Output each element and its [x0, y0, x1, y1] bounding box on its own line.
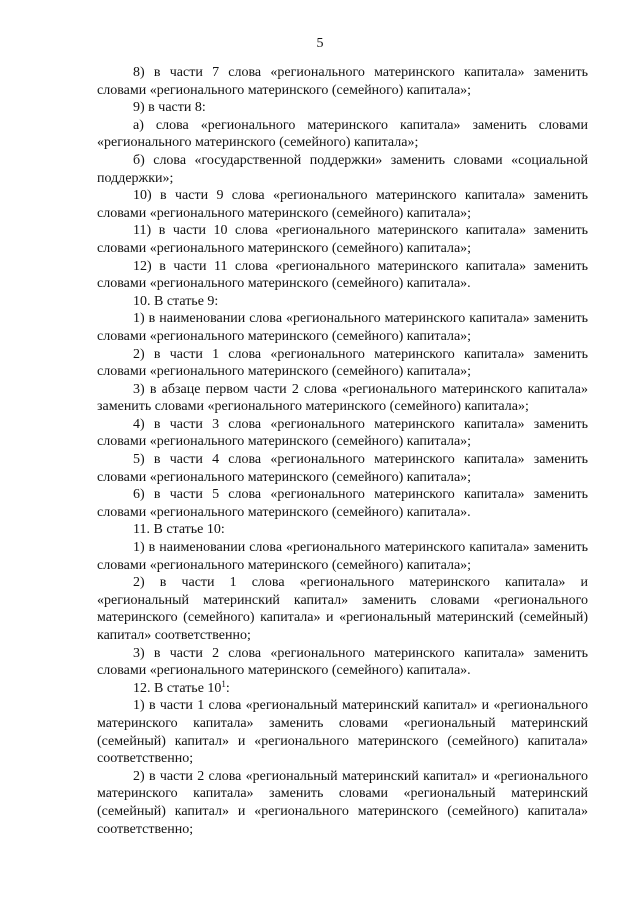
- paragraph: 3) в части 2 слова «регионального материнского капитала» заменить словами «регионального материнского (семейного) капитала».: [97, 645, 588, 679]
- section-heading-tail: :: [225, 680, 230, 696]
- paragraph: 1) в наименовании слова «регионального материнского капитала» заменить словами «регионального материнского (семейного) капитала»;: [97, 540, 588, 573]
- paragraph: 12) в части 11 слова «регионального материнского капитала» заменить словами «регионального материнского (семейного) капитала».: [97, 258, 588, 292]
- paragraph: 1) в наименовании слова «регионального материнского капитала» заменить словами «регионального материнского (семейного) капитала»;: [97, 311, 588, 344]
- paragraph: 2) в части 2 слова «региональный материнский капитал» и «регионального материнского капитала» заменить словами «региональный материнский (семейный) капитал» и «регионального материнского (семейного) капитала» соответственно;: [97, 768, 588, 837]
- paragraph: 3) в абзаце первом части 2 слова «регионального материнского капитала» заменить словами «регионального материнского (семейного) капитала»;: [97, 381, 588, 415]
- paragraph: 8) в части 7 слова «регионального материнского капитала» заменить словами «регионального материнского (семейного) капитала»;: [97, 65, 588, 98]
- paragraph: 1) в части 1 слова «региональный материнский капитал» и «регионального материнского капитала» заменить словами «региональный материнский (семейный) капитал» и «регионального материнского (семейного) капитала» соответственно;: [97, 698, 588, 767]
- paragraph: 2) в части 1 слова «регионального материнского капитала» заменить словами «регионального материнского (семейного) капитала»;: [97, 346, 588, 380]
- paragraph: 5) в части 4 слова «регионального материнского капитала» заменить словами «регионального материнского (семейного) капитала»;: [97, 452, 588, 485]
- paragraph: 11) в части 10 слова «регионального материнского капитала» заменить словами «регионального материнского (семейного) капитала»;: [97, 223, 588, 256]
- section-heading: 10. В статье 9:: [133, 293, 219, 309]
- page-number: 5: [316, 36, 324, 51]
- section-heading: 11. В статье 10:: [133, 522, 225, 538]
- paragraph: 10) в части 9 слова «регионального материнского капитала» заменить словами «регионального материнского (семейного) капитала»;: [97, 188, 588, 221]
- paragraph: б) слова «государственной поддержки» заменить словами «социальной поддержки»;: [97, 152, 588, 186]
- paragraph: 4) в части 3 слова «регионального материнского капитала» заменить словами «регионального материнского (семейного) капитала»;: [97, 416, 588, 450]
- superscript: 1: [221, 678, 226, 689]
- paragraph: 6) в части 5 слова «регионального материнского капитала» заменить словами «регионального материнского (семейного) капитала».: [97, 487, 588, 520]
- paragraph: 9) в части 8:: [133, 100, 206, 116]
- section-heading-text: 12. В статье 10: [133, 680, 222, 696]
- paragraph: 2) в части 1 слова «регионального материнского капитала» и «региональный материнский капитал» заменить словами «регионального материнского (семейного) капитала» и «региональный материнский (семейный) капитал» соответственно;: [97, 575, 588, 643]
- section-heading: [97, 680, 588, 698]
- document-body: [97, 64, 588, 838]
- paragraph: а) слова «регионального материнского капитала» заменить словами «регионального материнского (семейного) капитала»;: [97, 117, 588, 151]
